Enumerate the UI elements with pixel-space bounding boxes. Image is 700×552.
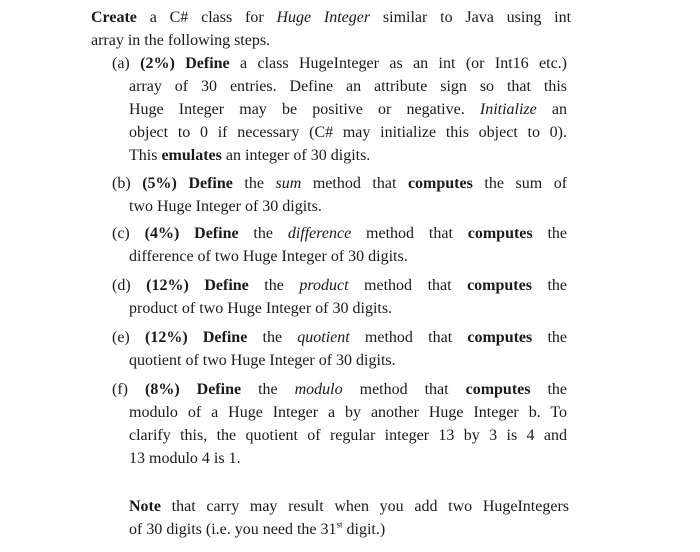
item-a-line-1	[112, 52, 567, 75]
computes-word: computes	[467, 329, 533, 346]
item-c-line-2: difference of two Huge Integer of 30 digits.	[129, 248, 408, 265]
ordinal-suffix: st	[336, 519, 343, 530]
item-label: (c)	[112, 225, 130, 242]
intro-line-1	[91, 6, 571, 29]
intro-text: a C# class for	[136, 9, 277, 26]
define-word: Define	[196, 381, 242, 398]
item-text: the	[238, 225, 288, 242]
item-f-line-2: modulo of a Huge Integer a by another Huge Integer b. To	[129, 404, 567, 421]
method-name: difference	[287, 225, 352, 242]
item-weight: (12%)	[146, 277, 189, 294]
note-paragraph	[129, 495, 569, 541]
item-b-line-2: two Huge Integer of 30 digits.	[129, 198, 322, 215]
define-word: Define	[185, 55, 230, 72]
item-b-body	[112, 195, 567, 218]
computes-word: computes	[467, 225, 533, 242]
create-word: Create	[91, 9, 137, 26]
note-word: Note	[129, 498, 161, 515]
item-f-line-1	[112, 378, 567, 401]
item-text: the sum of	[472, 175, 568, 192]
item-weight: (12%)	[144, 329, 188, 346]
method-name: sum	[275, 175, 302, 192]
item-text: method that	[301, 175, 408, 192]
item-text: method that	[348, 277, 468, 294]
computes-word: computes	[467, 277, 532, 294]
method-name: modulo	[294, 381, 343, 398]
define-word: Define	[188, 175, 233, 192]
note-text: digit.)	[342, 521, 386, 538]
item-label: (e)	[112, 329, 130, 346]
item-a-line-2: array of 30 entries. Define an attribute sign so that this	[129, 78, 567, 95]
note-line-2	[129, 518, 569, 541]
item-text: the	[232, 175, 276, 192]
define-word: Define	[202, 329, 248, 346]
item-weight: (2%)	[140, 55, 175, 72]
intro-text-tail: similar to Java using int	[370, 9, 572, 26]
method-name: product	[299, 277, 349, 294]
item-c-body	[112, 245, 567, 268]
item-label: (d)	[112, 277, 131, 294]
item-e-line-1	[112, 326, 567, 349]
item-weight: (4%)	[144, 225, 180, 242]
item-a	[112, 52, 567, 167]
item-b-line-1	[112, 172, 567, 195]
item-text: the	[248, 277, 300, 294]
method-name: quotient	[297, 329, 350, 346]
initialize-term: Initialize	[479, 101, 537, 118]
item-f-body	[112, 401, 567, 470]
item-label: (a)	[112, 55, 130, 72]
computes-word: computes	[465, 381, 531, 398]
define-word: Define	[204, 277, 249, 294]
item-text: method that	[351, 225, 468, 242]
define-word: Define	[194, 225, 239, 242]
item-text: the	[532, 225, 568, 242]
note-text: that carry may result when you add two HugeIntegers	[160, 498, 569, 515]
item-a-line-5	[129, 144, 567, 167]
item-c-line-1	[112, 222, 567, 245]
note-text: of 30 digits (i.e. you need the 31	[129, 521, 337, 538]
item-d-line-2: product of two Huge Integer of 30 digits.	[129, 300, 393, 317]
item-text: method that	[342, 381, 466, 398]
item-a-line-3	[129, 98, 567, 121]
item-e-body	[112, 349, 567, 372]
item-e	[112, 326, 567, 372]
huge-integer-term: Huge Integer	[276, 9, 371, 26]
item-text: the	[247, 329, 298, 346]
intro-paragraph	[91, 6, 571, 52]
item-b	[112, 172, 567, 218]
item-text: the	[530, 381, 568, 398]
intro-line-2: array in the following steps.	[91, 32, 271, 49]
item-text: Huge Integer may be positive or negative.	[129, 101, 480, 118]
item-label: (f)	[112, 381, 128, 398]
item-f-line-4: 13 modulo 4 is 1.	[129, 450, 241, 467]
item-text: method that	[349, 329, 468, 346]
item-a-line-4: object to 0 if necessary (C# may initialize this object to 0).	[129, 124, 567, 141]
item-text: an integer of 30 digits.	[221, 147, 371, 164]
item-label: (b)	[112, 175, 131, 192]
computes-word: computes	[407, 175, 473, 192]
item-c	[112, 222, 567, 268]
item-text: This	[129, 147, 162, 164]
item-weight: (8%)	[144, 381, 180, 398]
emulates-word: emulates	[161, 147, 222, 164]
item-text: a class HugeInteger as an int (or Int16 etc.)	[229, 55, 568, 72]
item-weight: (5%)	[142, 175, 177, 192]
item-d-body	[112, 297, 567, 320]
item-text: the	[532, 329, 568, 346]
item-a-body	[112, 75, 567, 167]
item-d	[112, 274, 567, 320]
item-f-line-3: clarify this, the quotient of regular integer 13 by 3 is 4 and	[129, 427, 567, 444]
item-text: the	[241, 381, 295, 398]
item-e-line-2: quotient of two Huge Integer of 30 digits.	[129, 352, 396, 369]
item-text: the	[531, 277, 568, 294]
item-d-line-1	[112, 274, 567, 297]
item-f	[112, 378, 567, 470]
note-line-1	[129, 495, 569, 518]
item-text: an	[536, 101, 568, 118]
